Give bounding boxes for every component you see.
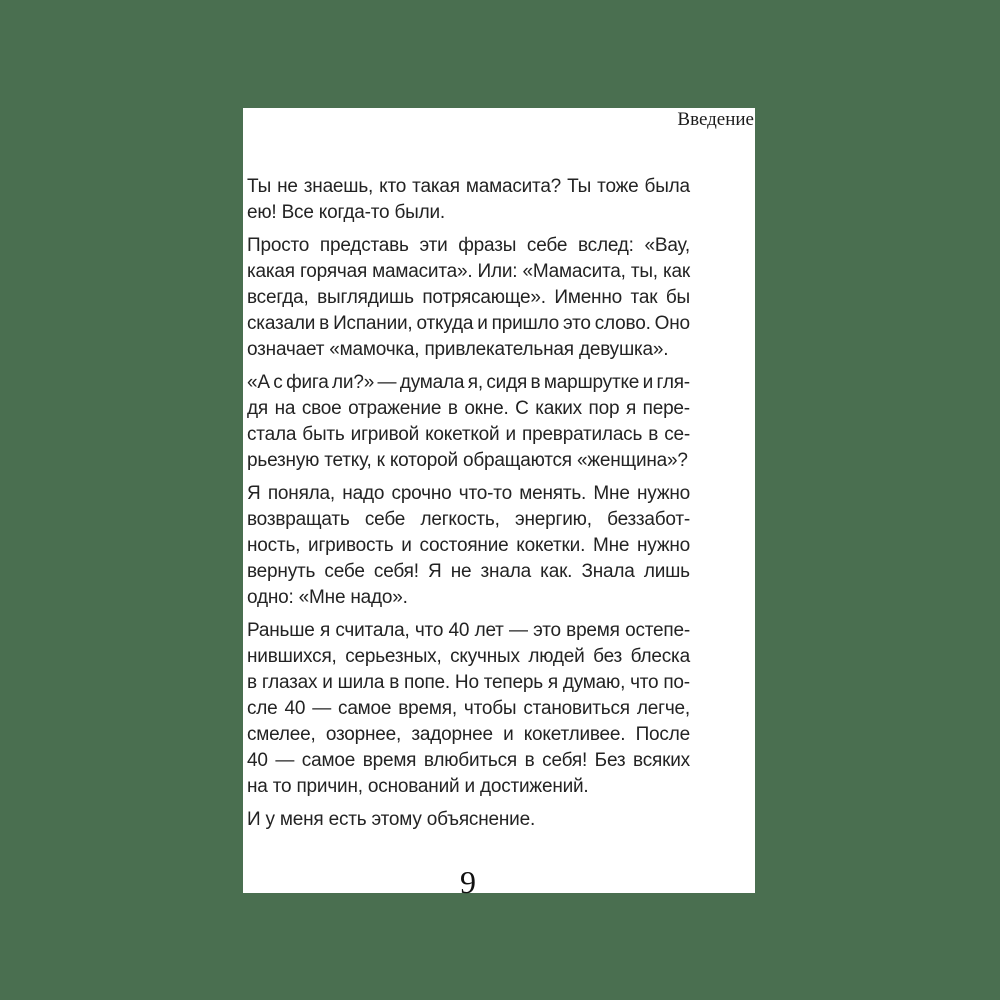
text-line: ею! Все когда-то были. bbox=[247, 202, 445, 223]
text-line: Я поняла, надо срочно что-то менять. Мне нужно bbox=[247, 483, 690, 504]
text-line: сказали в Испании, откуда и пришло это слово. Оно bbox=[247, 313, 690, 334]
paragraph bbox=[247, 807, 690, 833]
text-line: «А с фига ли?» — думала я, сидя в маршрутке и гля- bbox=[247, 372, 690, 393]
text-line: Просто представь эти фразы себе вслед: «Вау, bbox=[247, 235, 690, 256]
paragraph bbox=[247, 174, 690, 226]
text-line: И у меня есть этому объяснение. bbox=[247, 809, 536, 830]
paragraph bbox=[247, 233, 690, 363]
text-line: в глазах и шила в попе. Но теперь я думаю, что по- bbox=[247, 672, 690, 693]
paragraph bbox=[247, 481, 690, 611]
text-line: на то причин, оснований и достижений. bbox=[247, 776, 589, 797]
text-line: Ты не знаешь, кто такая мамасита? Ты тоже была bbox=[247, 176, 690, 197]
text-line: ность, игривость и состояние кокетки. Мне нужно bbox=[247, 535, 690, 556]
body-text bbox=[247, 174, 690, 840]
text-line: возвращать себе легкость, энергию, беззабот- bbox=[247, 509, 690, 530]
text-line: Раньше я считала, что 40 лет — это время остепе- bbox=[247, 620, 690, 641]
text-line: одно: «Мне надо». bbox=[247, 587, 408, 608]
text-line: смелее, озорнее, задорнее и кокетливее. После bbox=[247, 724, 690, 745]
text-line: нившихся, серьезных, скучных людей без блеска bbox=[247, 646, 690, 667]
text-line: вернуть себе себя! Я не знала как. Знала лишь bbox=[247, 561, 690, 582]
text-line: какая горячая мамасита». Или: «Мамасита, ты, как bbox=[247, 261, 690, 282]
text-line: стала быть игривой кокеткой и превратилась в се- bbox=[247, 424, 690, 445]
page-number: 9 bbox=[460, 864, 476, 900]
text-line: сле 40 — самое время, чтобы становиться легче, bbox=[247, 698, 690, 719]
text-line: рьезную тетку, к которой обращаются «женщина»? bbox=[247, 450, 688, 471]
running-head: Введение bbox=[677, 109, 754, 130]
text-line: всегда, выглядишь потрясающе». Именно так бы bbox=[247, 287, 690, 308]
text-line: означает «мамочка, привлекательная девушка». bbox=[247, 339, 669, 360]
text-line: дя на свое отражение в окне. С каких пор я пере- bbox=[247, 398, 690, 419]
text-line: 40 — самое время влюбиться в себя! Без всяких bbox=[247, 750, 690, 771]
book-page bbox=[243, 108, 755, 900]
paragraph bbox=[247, 370, 690, 474]
paragraph bbox=[247, 618, 690, 800]
